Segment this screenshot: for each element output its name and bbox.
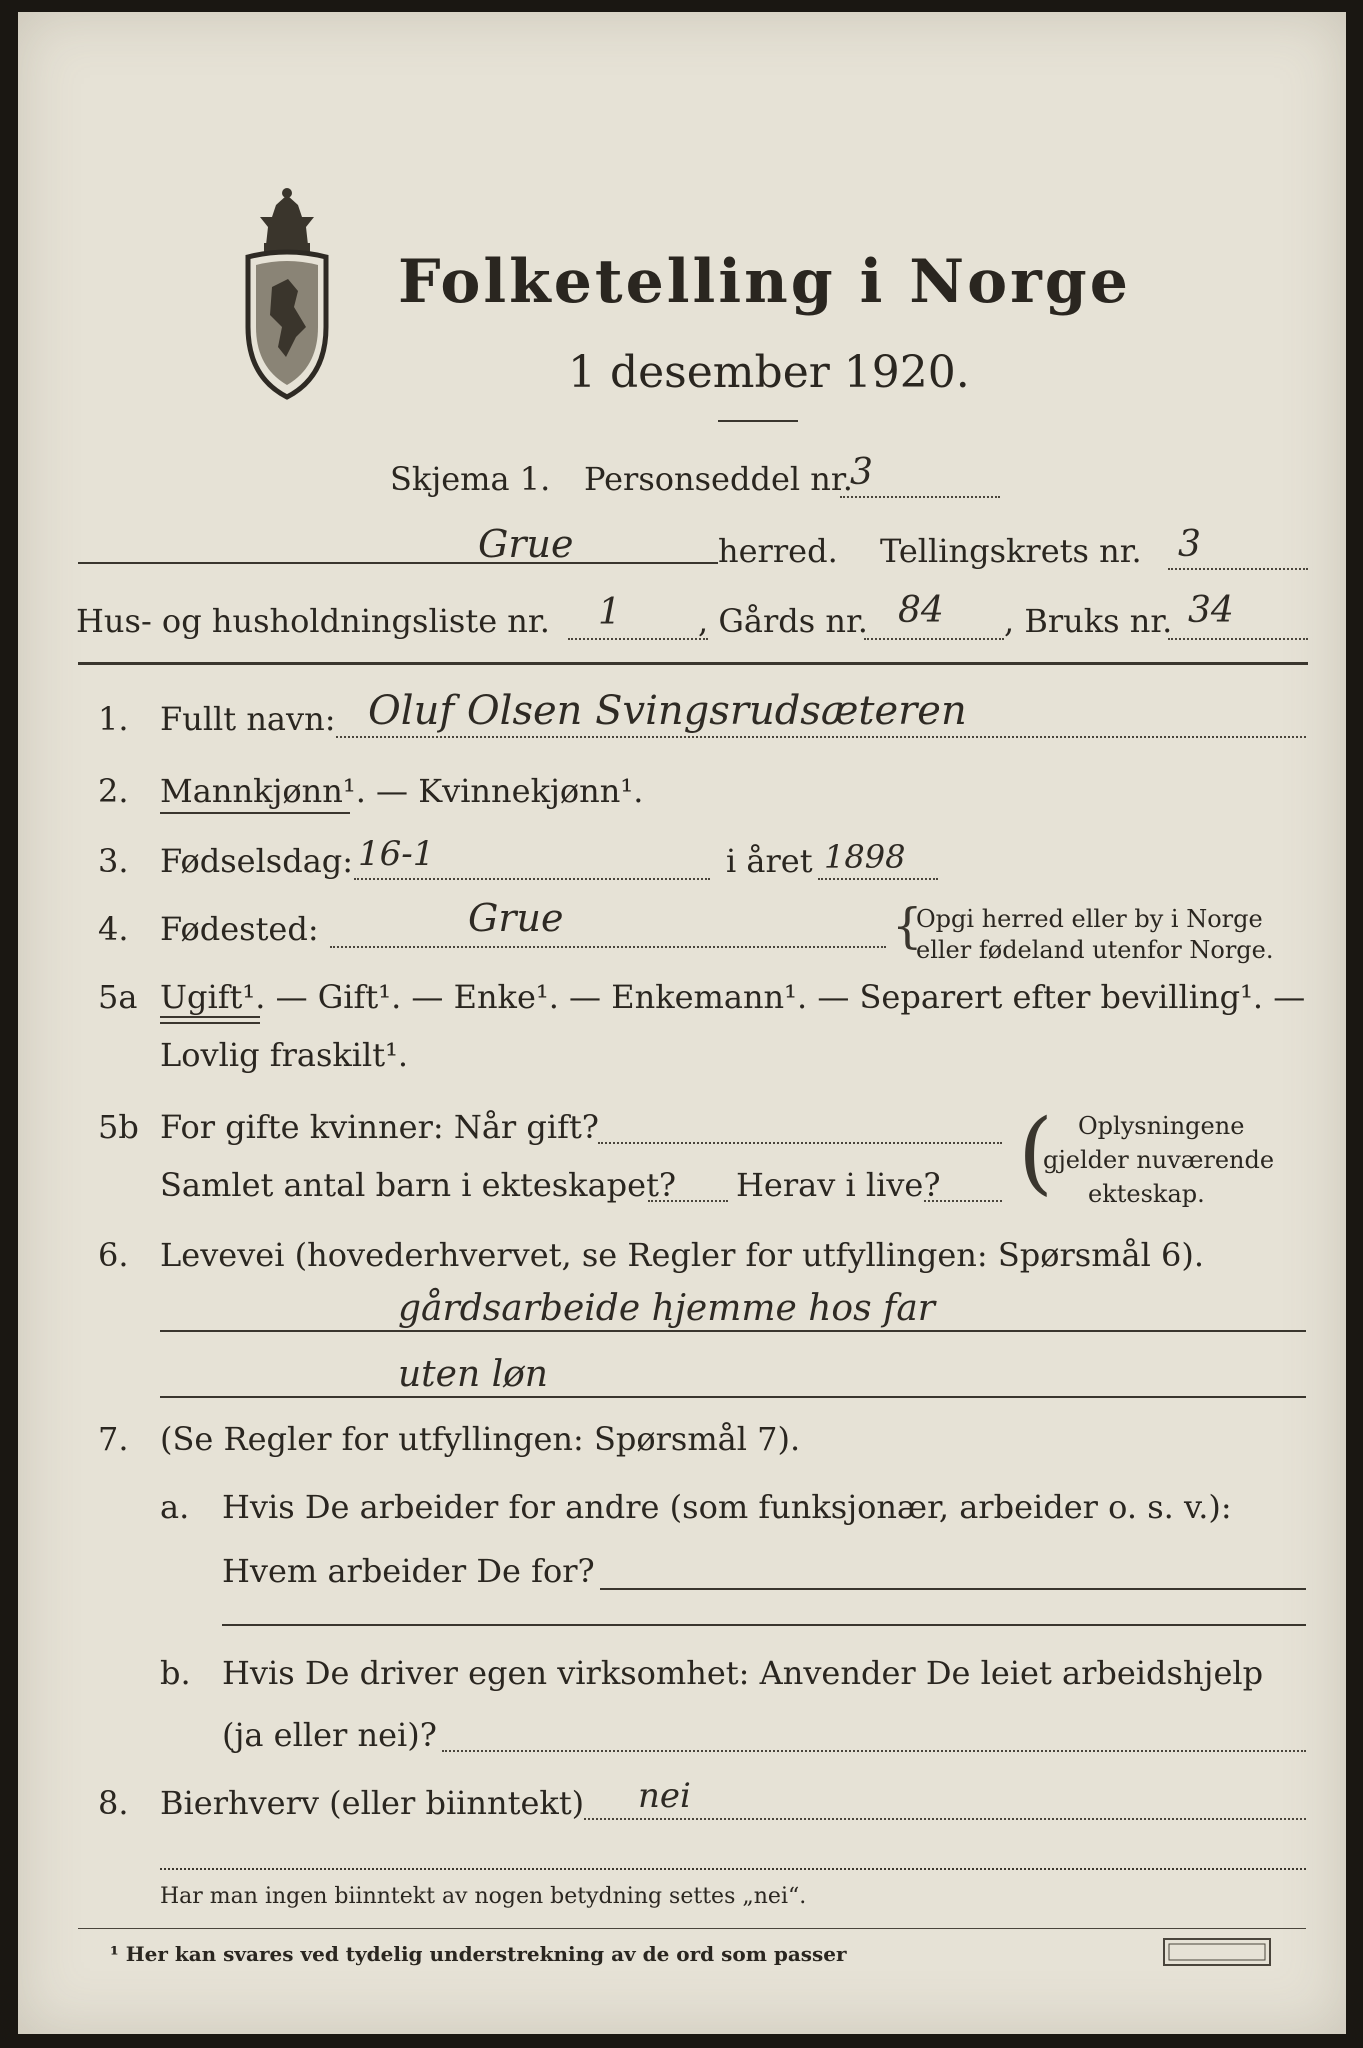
bruks-value[interactable]: 34 (1188, 590, 1234, 631)
q5a-number: 5a (98, 978, 138, 1016)
hired-help-field[interactable] (442, 1750, 1306, 1752)
gards-label: , Gårds nr. (698, 602, 868, 640)
gards-value[interactable]: 84 (898, 590, 944, 631)
q7b-line2: (ja eller nei)? (222, 1716, 437, 1754)
q1-label: Fullt navn: (160, 700, 336, 738)
q7a-letter: a. (160, 1488, 190, 1526)
birthplace-note-1: Opgi herred eller by i Norge (916, 905, 1263, 933)
header-divider (78, 662, 1308, 665)
q7a-line2: Hvem arbeider De for? (222, 1552, 595, 1590)
herred-value[interactable]: Grue (478, 522, 574, 566)
gender-options: Mannkjønn¹. — Kvinnekjønn¹. (160, 772, 644, 810)
q5b-line1: For gifte kvinner: Når gift? (160, 1108, 599, 1146)
birthplace-value[interactable]: Grue (468, 896, 564, 940)
q8-note: Har man ingen biinntekt av nogen betydning settes „nei“. (160, 1884, 807, 1909)
stamp-icon (1163, 1938, 1271, 1966)
form-title: Folketelling i Norge (398, 247, 1131, 317)
footnote: ¹ Her kan svares ved tydelig understrekning av de ord som passer (110, 1942, 847, 1966)
q3-label: Fødselsdag: (160, 842, 354, 880)
title-divider (718, 420, 798, 422)
occupation-value-1[interactable]: gårdsarbeide hjemme hos far (398, 1288, 936, 1329)
marital-status-options: Ugift¹. — Gift¹. — Enke¹. — Enkemann¹. — Separert efter bevilling¹. — (160, 978, 1306, 1016)
q2-number: 2. (98, 772, 129, 810)
census-form-page: Folketelling i Norge 1 desember 1920. Skjema 1. Personseddel nr. 3 Grue herred. Tellingskrets nr. 3 Hus- og husholdningsliste nr. 1 , Gårds nr. 84 , Bruks nr. 34 1. Fullt navn: Oluf Olsen Svingsrudsæteren 2. Mannkjønn¹. — Kvinnekjønn¹. 3. Fødselsdag: 16-1 i året 1898 4. Fødested: Grue { Opgi herred eller by i Norge eller fødeland utenfor Norge. 5a Ugift¹. — Gift¹. — Enke¹. — Enkemann¹. — Separert efter bevilling¹. — Lovlig fraskilt¹. 5b For gifte kvinner: Når gift? Samlet antal barn i ekteskapet? Herav i live? ( Oplysningene gjelder nuværende ekteskap. 6. Levevei (hovederhvervet, se Regler for utfyllingen: Spørsmål 6). gårdsarbeide hjemme hos far uten løn 7. (Se Regler for utfyllingen: Spørsmål 7). a. Hvis De arbeider for andre (som funksjonær, arbeider o. s. v.): Hvem arbeider De for? b. Hvis De driver egen virksomhet: Anvender De leiet arbeidshjelp (ja eller nei)? 8. Bierhverv (eller biinntekt) nei Har man ingen biinntekt av nogen betydning settes „nei“. ¹ Her kan svares ved tydelig understrekning av de ord som passer (18, 12, 1346, 2034)
marital-status-line2: Lovlig fraskilt¹. (160, 1036, 409, 1074)
birthplace-note-2: eller fødeland utenfor Norge. (916, 936, 1274, 964)
q6-number: 6. (98, 1236, 129, 1274)
norwegian-coat-of-arms-icon (236, 187, 338, 402)
bruks-label: , Bruks nr. (1004, 602, 1173, 640)
q6-label: Levevei (hovederhvervet, se Regler for utfyllingen: Spørsmål 6). (160, 1236, 1205, 1274)
occupation-value-2[interactable]: uten løn (398, 1354, 548, 1395)
full-name-value[interactable]: Oluf Olsen Svingsrudsæteren (368, 688, 967, 734)
q1-number: 1. (98, 700, 129, 738)
q8-label: Bierhverv (eller biinntekt) (160, 1784, 585, 1822)
gender-underline (160, 812, 350, 814)
q5b-note-2: gjelder nuværende (1043, 1146, 1275, 1174)
q7-label: (Se Regler for utfyllingen: Spørsmål 7). (160, 1420, 801, 1458)
secondary-income-value[interactable]: nei (638, 1776, 691, 1816)
q7b-line1: Hvis De driver egen virksomhet: Anvender De leiet arbeidshjelp (222, 1654, 1264, 1692)
q7-number: 7. (98, 1420, 129, 1458)
personseddel-value[interactable]: 3 (850, 452, 873, 493)
q3-number: 3. (98, 842, 129, 880)
employer-field[interactable] (600, 1588, 1306, 1590)
census-date: 1 desember 1920. (568, 347, 970, 398)
tellingskrets-value[interactable]: 3 (1178, 524, 1201, 565)
q5b-note-3: ekteskap. (1088, 1180, 1205, 1208)
personseddel-label: Personseddel nr. (584, 460, 853, 498)
q5b-line2b: Herav i live? (736, 1166, 941, 1204)
q5b-number: 5b (98, 1108, 139, 1146)
q7b-letter: b. (160, 1654, 191, 1692)
q5b-line2a: Samlet antal barn i ekteskapet? (160, 1166, 677, 1204)
skjema-label: Skjema 1. (390, 460, 551, 498)
year-label: i året (726, 842, 813, 880)
q4-label: Fødested: (160, 910, 319, 948)
herred-label: herred. (718, 532, 838, 570)
q4-number: 4. (98, 910, 129, 948)
q7a-line1: Hvis De arbeider for andre (som funksjonær, arbeider o. s. v.): (222, 1488, 1232, 1526)
husholdningsliste-label: Hus- og husholdningsliste nr. (76, 602, 550, 640)
tellingskrets-label: Tellingskrets nr. (880, 532, 1142, 570)
birthdate-value[interactable]: 16-1 (358, 834, 435, 874)
ugift-underline (160, 1016, 260, 1018)
q8-number: 8. (98, 1784, 129, 1822)
husholdningsliste-value[interactable]: 1 (598, 592, 621, 633)
q5b-note-1: Oplysningene (1078, 1112, 1245, 1140)
birth-year-value[interactable]: 1898 (824, 838, 906, 876)
